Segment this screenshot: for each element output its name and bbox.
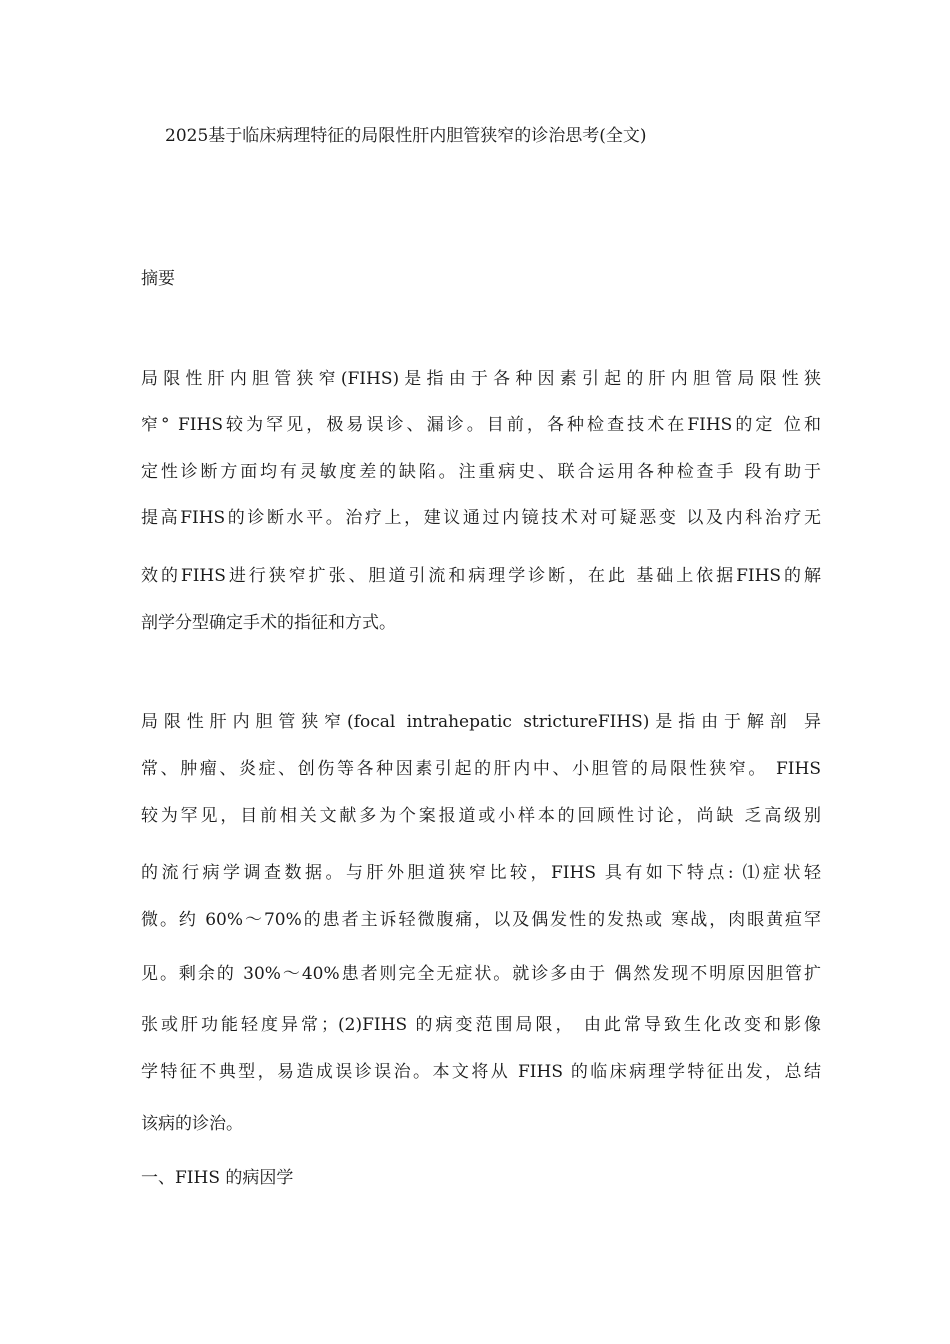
abstract-line: 定性诊断方面均有灵敏度差的缺陷。注重病史、联合运用各种检查手 段有助于 (141, 462, 821, 482)
abstract-line: 窄° FIHS较为罕见，极易误诊、漏诊。目前，各种检查技术在FIHS的定 位和 (141, 415, 821, 435)
abstract-line: 局限性肝内胆管狭窄(FIHS)是指由于各种因素引起的肝内胆管局限性狭 (141, 369, 821, 389)
abstract-line: 提高FIHS的诊断水平。治疗上，建议通过内镜技术对可疑恶变 以及内科治疗无 (141, 508, 821, 528)
intro-line: 学特征不典型，易造成误诊误治。本文将从 FIHS 的临床病理学特征出发，总结 (141, 1062, 821, 1082)
intro-line: 局限性肝内胆管狭窄(focal intrahepatic strictureFIHS)是指由于解剖 异 (141, 712, 821, 732)
abstract-heading: 摘要 (141, 269, 175, 289)
intro-line: 较为罕见，目前相关文献多为个案报道或小样本的回顾性讨论，尚缺 乏高级别 (141, 806, 821, 826)
abstract-line: 剖学分型确定手术的指征和方式。 (141, 613, 396, 633)
intro-line: 的流行病学调查数据。与肝外胆道狭窄比较，FIHS 具有如下特点: ⑴症状轻 (141, 863, 821, 883)
document-title: 2025基于临床病理特征的局限性肝内胆管狭窄的诊治思考(全文) (165, 126, 647, 146)
intro-line: 微。约 60%〜70%的患者主诉轻微腹痛，以及偶发性的发热或 寒战，肉眼黄疸罕 (141, 910, 821, 930)
intro-line: 该病的诊治。 (141, 1114, 243, 1134)
intro-line: 张或肝功能轻度异常；(2)FIHS 的病变范围局限， 由此常导致生化改变和影像 (141, 1015, 821, 1035)
intro-line: 见。剩余的 30%〜40%患者则完全无症状。就诊多由于 偶然发现不明原因胆管扩 (141, 964, 821, 984)
section-heading: 一、FIHS 的病因学 (141, 1168, 294, 1188)
intro-line: 常、肿瘤、炎症、创伤等各种因素引起的肝内中、小胆管的局限性狭窄。 FIHS (141, 759, 821, 779)
abstract-line: 效的FIHS进行狭窄扩张、胆道引流和病理学诊断，在此 基础上依据FIHS的解 (141, 566, 821, 586)
